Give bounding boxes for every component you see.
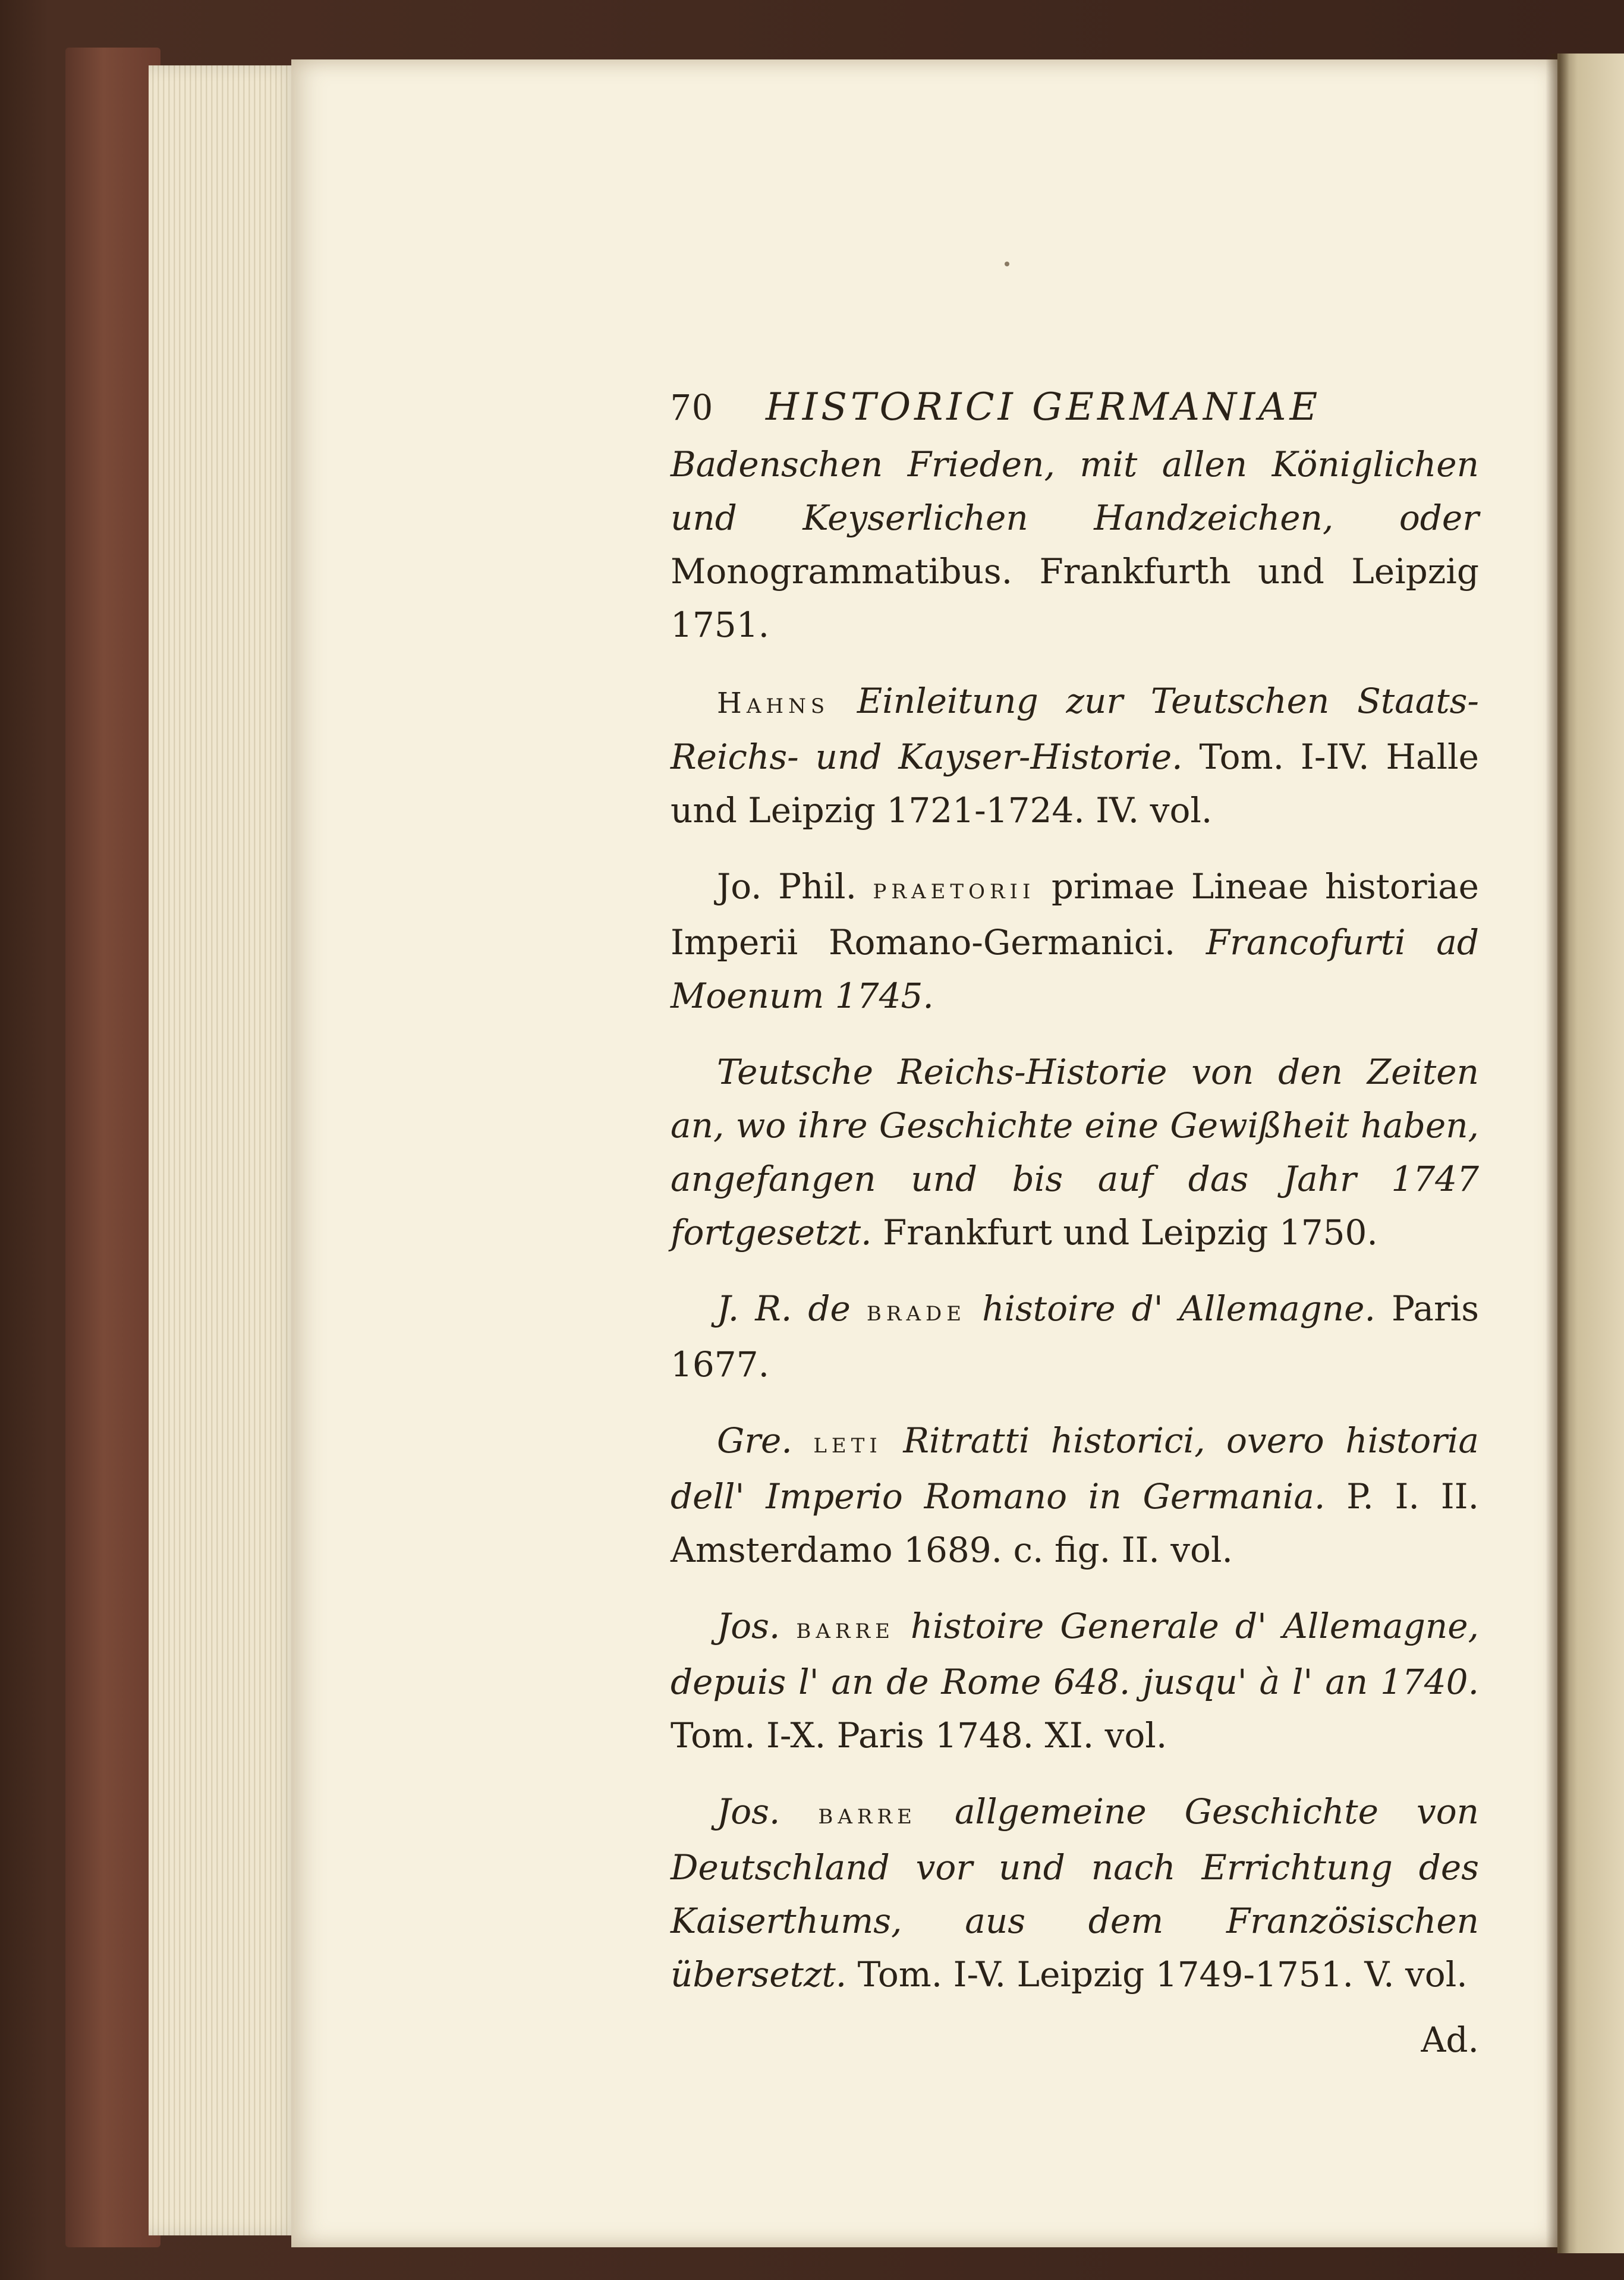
author-name: barre [796, 1612, 895, 1645]
page-number: 70 [671, 385, 715, 429]
gutter-shadow [1546, 54, 1569, 2253]
author-name: barre [818, 1797, 917, 1831]
entry-text: Gre. [717, 1420, 814, 1461]
entry-title: histoire Generale d' Allemagne, depuis l' an de Rome 648. jusqu' à l' an 1740. [671, 1606, 1479, 1702]
bibliography-entry [671, 438, 1479, 652]
entry-imprint: Paris 1677. [671, 1288, 1480, 1385]
entry-text: Jos. [717, 1791, 819, 1832]
bibliography-entry [671, 674, 1479, 837]
author-name: brade [866, 1294, 967, 1328]
catchword: Ad. [1421, 2020, 1479, 2060]
entry-imprint: Tom. I-V. Leipzig 1749-1751. V. vol. [846, 1954, 1468, 1995]
bibliography-entry [671, 1282, 1479, 1391]
entry-imprint: P. I. II. Amsterdamo 1689. c. fig. II. vol. [671, 1476, 1480, 1570]
author-name: praetorii [873, 872, 1036, 905]
entry-text: J. R. de [717, 1288, 867, 1329]
entry-imprint: Tom. I-IV. Halle und Leipzig 1721-1724. IV. vol. [671, 737, 1479, 831]
entry-title: primae Lineae historiae Imperii Romano-Germanici. [671, 866, 1479, 963]
bibliography-entry [671, 860, 1479, 1023]
bibliography-entry [671, 1414, 1479, 1577]
entry-text: Monogrammatibus. Frankfurth und Leipzig 1751. [671, 551, 1479, 645]
author-name: Hahns [717, 687, 830, 720]
entry-title: allgemeine Geschichte von Deutschland vor und nach Errichtung des Kaiserthums, aus dem Französischen übersetzt. [671, 1791, 1479, 1995]
page-header [671, 380, 1479, 434]
running-title: HISTORICI GERMANIAE [766, 385, 1321, 429]
entry-title: Teutsche Reichs-Historie von den Zeiten an, wo ihre Geschichte eine Gewißheit haben, angefangen und bis auf das Jahr 1747 fortgesetzt. [671, 1052, 1479, 1253]
entry-imprint: Tom. I-X. Paris 1748. XI. vol. [671, 1715, 1167, 1756]
paper-speck [1005, 262, 1009, 266]
entry-text: Jo. Phil. [717, 866, 873, 907]
entry-text: Jos. [717, 1606, 797, 1646]
book-cover-edge [65, 48, 160, 2247]
entry-imprint: Francofurti ad Moenum 1745. [671, 922, 1479, 1016]
author-name: leti [813, 1426, 882, 1460]
text-block [671, 380, 1479, 2067]
bibliography-entry [671, 1599, 1479, 1762]
entry-title: histoire d' Allemagne. [966, 1288, 1376, 1329]
entry-title: Einleitung zur Teutschen Staats-Reichs- und Kayser-Historie. [671, 681, 1479, 777]
entry-imprint: Frankfurt und Leipzig 1750. [871, 1212, 1378, 1253]
entry-title: Ritratti historici, overo historia dell' Imperio Romano in Germania. [671, 1420, 1479, 1517]
page-edges [149, 65, 303, 2235]
bibliography-entry [671, 1045, 1479, 1259]
bibliography-entry [671, 1785, 1479, 2001]
entry-text: Badenschen Frieden, mit allen Königlichen und Keyserlichen Handzeichen, oder [671, 444, 1479, 538]
